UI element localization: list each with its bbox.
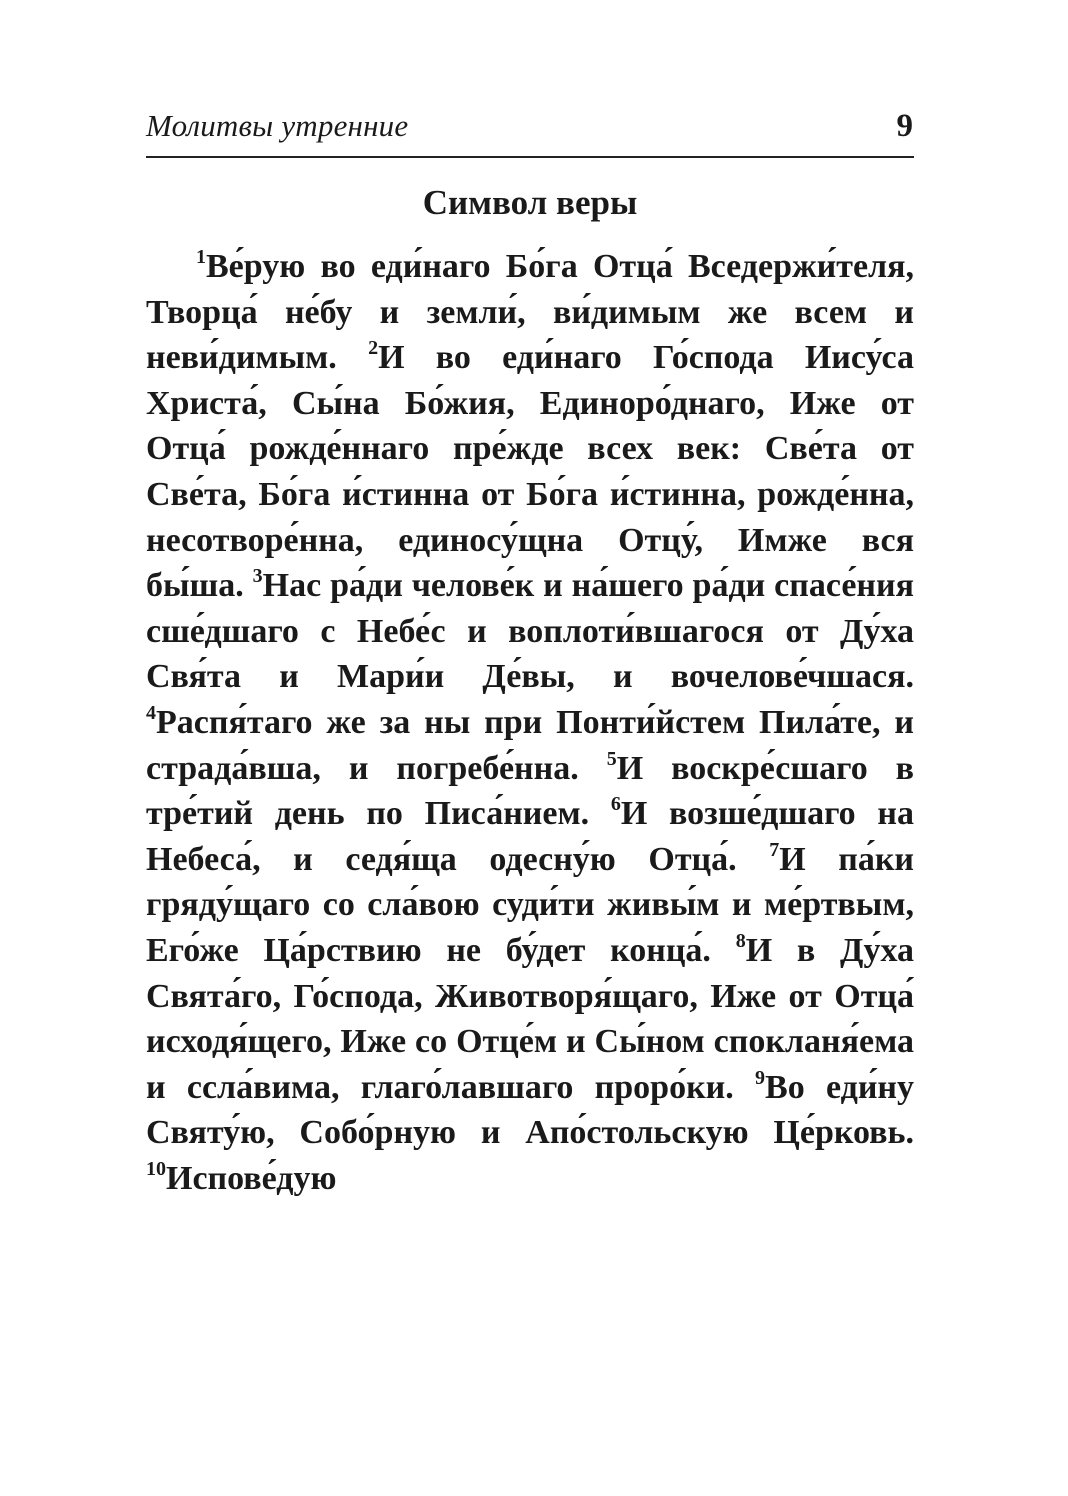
verse-text: Испове́дую [166, 1159, 337, 1197]
verse-number: 2 [368, 337, 379, 360]
book-page [146, 108, 914, 1235]
verse-number: 3 [252, 565, 263, 588]
running-head [146, 108, 914, 158]
verse-number: 8 [735, 929, 746, 952]
verse-text: И возше́дшаго на Небеса́, и седя́ща одесну́ю Отца́. [146, 795, 914, 878]
running-title: Молитвы утренние [146, 108, 409, 143]
verse-text: Ве́рую во еди́наго Бо́га Отца́ Вседержи́теля, Творца́ не́бу и земли́, ви́димым же всем и неви́димым. [146, 248, 914, 377]
page-number: 9 [896, 108, 913, 144]
verse-text: И во еди́наго Го́спода Иису́са Христа́, Сы́на Бо́жия, Единоро́днаго, Иже от Отца́ рожде́ннаго пре́жде всех век: Све́та от Све́та, Бо́га и́стинна от Бо́га и́стинна, рожде́нна, несотворе́нна, единосу́щна Отцу́, Имже вся бы́ша. [146, 339, 914, 605]
verse-text: И в Ду́ха Свята́го, Го́спода, Животворя́щаго, Иже от Отца́ исходя́щего, Иже со Отце́м и Сы́ном спокланя́ема и ссла́вима, глаго́лавшаго проро́ки. [146, 931, 915, 1106]
verse-number: 9 [755, 1066, 766, 1089]
verse-number: 4 [146, 701, 156, 724]
prayer-body [146, 244, 914, 1201]
verse-number: 7 [769, 838, 780, 861]
verse-number: 5 [606, 747, 617, 770]
verse-number: 6 [610, 793, 621, 816]
verse-text: Во еди́ну Святу́ю, Собо́рную и Апо́стольскую Це́рковь. [146, 1068, 915, 1152]
verse-number: 1 [196, 246, 206, 268]
prayer-title: Символ веры [422, 183, 638, 222]
verse-number: 10 [146, 1157, 166, 1180]
verse-text: Распя́таго же за ны при Понти́йстем Пила́те, и страда́вша, и погребе́нна. [146, 703, 914, 787]
verse-text: И воскре́сшаго в тре́тий день по Писа́нием. [146, 749, 915, 833]
verse-text: Нас ра́ди челове́к и на́шего ра́ди спасе́ния сше́дшаго с Небе́с и воплоти́вшагося от Ду́ха Свя́та и Мари́и Де́вы, и вочелове́чшася. [146, 567, 915, 696]
verse-text: И па́ки гряду́щаго со сла́вою суди́ти живы́м и ме́ртвым, Его́же Ца́рствию не бу́дет конца́. [146, 840, 915, 969]
